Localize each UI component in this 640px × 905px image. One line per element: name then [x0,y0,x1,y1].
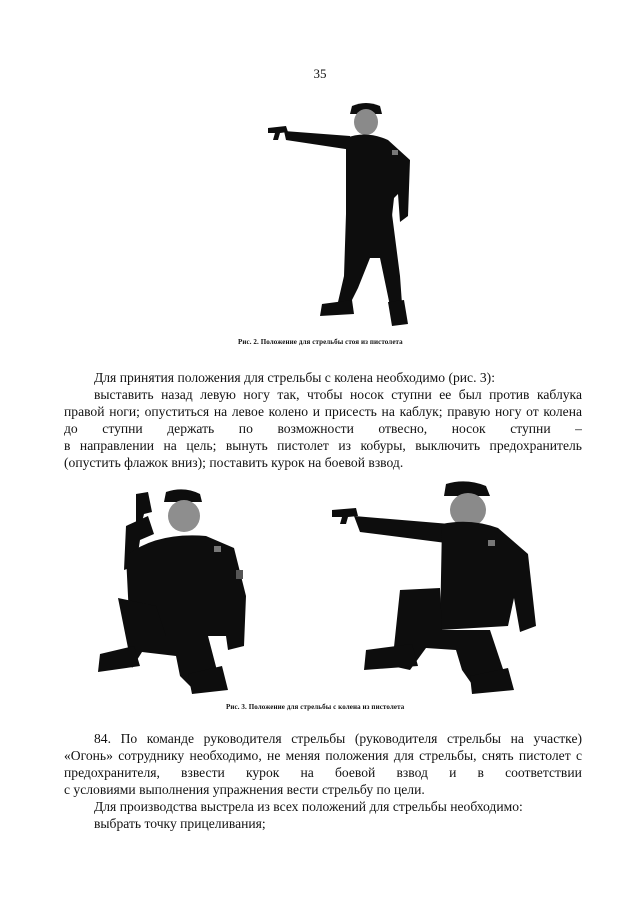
word: по [238,421,253,436]
paragraph-2-line-4: с условиями выполнения упражнения вести стрельбу по цели. [64,782,425,797]
word: взвести [181,765,225,780]
word: – [575,421,582,436]
paragraph-2-line-6: выбрать точку прицеливания; [94,816,266,831]
paragraph-1-line-6: (опустить флажок вниз); поставить курок на боевой взвод. [64,455,404,470]
figure-3-caption: Рис. 3. Положение для стрельбы с колена из пистолета [226,703,405,711]
word: ступни [510,421,551,436]
kneeling-shooter-raised-illustration [96,486,272,698]
word: и [449,765,457,780]
paragraph-2-line-2: «Огонь» сотруднику необходимо, не меняя положения для стрельбы, снять пистолет с [64,748,582,763]
paragraph-1-line-4 [64,420,582,437]
word: взвод [396,765,428,780]
kneeling-shooter-aiming-illustration [330,480,538,696]
paragraph-2-line-5: Для производства выстрела из всех положений для стрельбы необходимо: [94,799,523,814]
word: в [477,765,484,780]
figure-standing-shooter [262,98,422,334]
figure-kneeling-shooter-left [96,486,272,698]
word: ступни [102,421,143,436]
word: отвесно, [378,421,428,436]
word: предохранителя, [64,765,160,780]
word: носок [451,421,486,436]
paragraph-1-line-3: правой ноги; опуститься на левое колено и присесть на каблук; правую ногу от колена [64,404,582,419]
standing-shooter-illustration [262,98,422,334]
paragraph-kneeling-position [64,369,582,471]
page-number: 35 [313,66,327,81]
word: на [300,765,314,780]
word: возможности [277,421,354,436]
paragraph-item-84 [64,730,582,832]
paragraph-2-line-3 [64,764,582,781]
word: соответствии [505,765,582,780]
word: курок [245,765,280,780]
paragraph-1-line-2: выставить назад левую ногу так, чтобы носок ступни ее был против каблука [94,387,582,402]
figure-kneeling-shooter-right [330,480,538,696]
paragraph-2-line-1: 84. По команде руководителя стрельбы (руководителя стрельбы на участке) [94,731,582,746]
word: боевой [335,765,376,780]
figure-2-caption: Рис. 2. Положение для стрельбы стоя из пистолета [238,338,403,346]
word: держать [167,421,215,436]
paragraph-1-line-5: в направлении на цель; вынуть пистолет из кобуры, выключить предохранитель [64,438,582,453]
paragraph-1-line-1: Для принятия положения для стрельбы с колена необходимо (рис. 3): [94,370,495,385]
word: до [64,421,78,436]
